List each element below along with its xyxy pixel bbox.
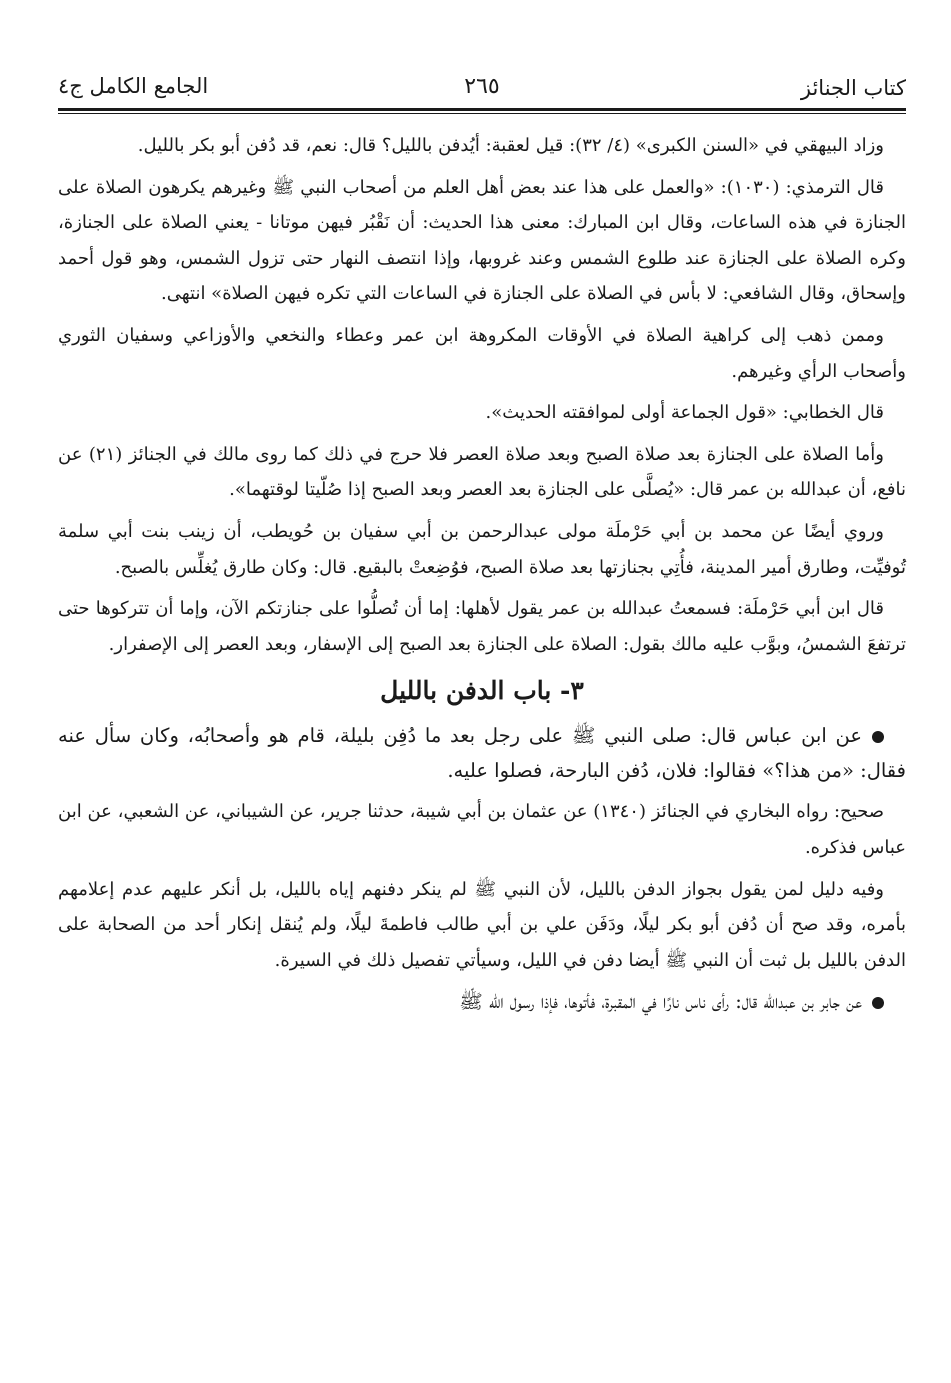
running-header [58, 60, 906, 104]
paragraph-tirmidhi: قال الترمذي: (١٠٣٠): «والعمل على هذا عند بعض أهل العلم من أصحاب النبي ﷺ وغيرهم يكرهون الصلاة على الجنازة في هذه الساعات، وقال ابن المبارك: معنى هذا الحديث: أن نَقْبُر فيهن موتانا - يعني الصلاة على الجنازة، وكره الصلاة على الجنازة عند طلوع الشمس وعند غروبها، وإذا انتصف النهار حتى تزول الشمس، وهو قول أحمد وإسحاق، وقال الشافعي: لا بأس في الصلاة على الجنازة في الساعات التي تكره فيهن الصلاة» انتهى. [58, 176, 906, 305]
chapter-title: ٣- باب الدفن بالليل [380, 676, 584, 706]
paragraph-takhrij: صحيح: رواه البخاري في الجنائز (١٣٤٠) عن عثمان بن أبي شيبة، حدثنا جرير، عن الشيباني، عن الشعبي، عن ابن عباس فذكره. [58, 801, 906, 858]
bullet-icon [872, 731, 884, 743]
paragraph-karahiya: وممن ذهب إلى كراهية الصلاة في الأوقات المكروهة ابن عمر وعطاء والنخعي والأوزاعي وسفيان الثوري وأصحاب الرأي وغيرهم. [58, 324, 906, 382]
header-section-title: كتاب الجنائز [800, 76, 906, 100]
header-rule-thin [58, 113, 906, 114]
hadith-jabir-text: عن جابر بن عبدالله قال: رأى ناس نارًا في المقبرة، فأتوها، فإذا رسول الله ﷺ [459, 990, 862, 1014]
hadith-ibn-abbas-text: عن ابن عباس قال: صلى النبي ﷺ على رجل بعد ما دُفِن بليلة، قام هو وأصحابُه، وكان سأل عنه فقال: «من هذا؟» فقالوا: فلان، دُفن البارحة، فصلوا عليه. [58, 724, 906, 783]
page-body [58, 128, 906, 1019]
paragraph-malik: وأما الصلاة على الجنازة بعد صلاة الصبح وبعد صلاة العصر فلا حرج في ذلك كما روى مالك في الجنائز (٢١) عن نافع، أن عبدالله بن عمر قال: «يُصلَّى على الجنازة بعد العصر وبعد الصبح إذا صُلّيتا لوقتهما». [58, 443, 906, 501]
page [58, 60, 906, 1025]
header-rule-thick [58, 108, 906, 111]
header-book-title: الجامع الكامل ج٤ [58, 74, 209, 98]
bullet-icon [872, 997, 884, 1009]
paragraph-bayhaqi: وزاد البيهقي في «السنن الكبرى» (٤/ ٣٢): قيل لعقبة: أيُدفن بالليل؟ قال: نعم، قد دُفن أبو بكر بالليل. [137, 135, 884, 156]
page-number: ٢٦٥ [464, 74, 500, 99]
paragraph-ibn-abi-harmala: قال ابن أبي حَرْملَة: فسمعتُ عبدالله بن عمر يقول لأهلها: إما أن تُصلُّوا على جنازتكم الآن، وإما أن تتركوها حتى ترتفعَ الشمسُ، وبوَّب عليه مالك بقول: الصلاة على الجنازة بعد الصبح إلى الإسفار، وبعد العصر إلى الإصفرار. [58, 598, 906, 655]
paragraph-zaynab: وروي أيضًا عن محمد بن أبي حَرْملَة مولى عبدالرحمن بن أبي سفيان بن حُويطب، أن زينب بنت أبي سلمة تُوفيِّت، وطارق أمير المدينة، فأُتِي بجنازتها بعد صلاة الصبح، فوُضِعتْ بالبقيع. قال: وكان طارق يُغلِّس بالصبح. [58, 520, 906, 578]
hadith-ibn-abbas [58, 718, 906, 788]
paragraph-khattabi: قال الخطابي: «قول الجماعة أولى لموافقته الحديث». [485, 402, 884, 424]
hadith-jabir [58, 984, 906, 1019]
paragraph-dalil: وفيه دليل لمن يقول بجواز الدفن بالليل، لأن النبي ﷺ لم ينكر دفنهم إياه بالليل، بل أنكر عليهم عدم إعلامهم بأمره، وقد صح أن دُفن أبو بكر ليلًا، ودَفَن علي بن أبي طالب فاطمةَ ليلًا، ولم يُنقل إنكار أحد من الصحابة على الدفن بالليل بل ثبت أن النبي ﷺ أيضا دفن في الليل، وسيأتي تفصيل ذلك في السيرة. [58, 878, 906, 971]
